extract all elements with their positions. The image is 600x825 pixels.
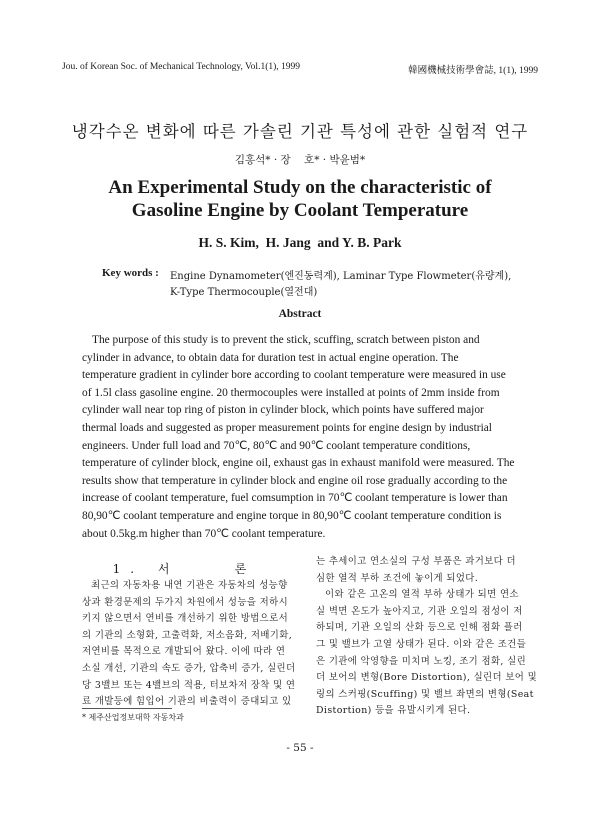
body-line: 그 및 밸브가 고열 상태가 된다. 이와 같은 조건들 bbox=[316, 638, 527, 650]
body-line: 링의 스커핑(Scuffing) 및 밸브 좌면의 변형(Seat bbox=[316, 688, 534, 700]
body-line: 하되며, 기관 오일의 산화 등으로 인해 점화 플러 bbox=[316, 622, 523, 634]
abstract-body bbox=[82, 332, 520, 543]
abstract-line: cylinder wall near top ring of piston in cylinder block, which points have suffered major bbox=[82, 404, 484, 417]
english-authors: H. S. Kim, H. Jang and Y. B. Park bbox=[198, 235, 402, 250]
abstract-line: engineers. Under full load and 70℃, 80℃ and 90℃ coolant temperature conditions, bbox=[82, 439, 471, 452]
abstract-line: increase of coolant temperature, fuel comsumption in 70℃ coolant temperature is lower than bbox=[82, 492, 508, 505]
page-number: - 55 - bbox=[286, 742, 314, 754]
body-line: 는 추세이고 연소실의 구성 부품은 과거보다 더 bbox=[316, 556, 516, 567]
english-title bbox=[0, 176, 600, 222]
body-line: 소실 개선, 기관의 속도 증가, 압축비 증가, 실린더 bbox=[82, 662, 296, 674]
body-line: 료 개발등에 힘입어 기관의 비출력이 증대되고 있 bbox=[82, 696, 292, 708]
keywords-label: Key words : bbox=[102, 267, 159, 279]
affiliation-footnote: * 제주산업정보대학 자동차과 bbox=[82, 713, 184, 722]
body-line: 심한 열적 부하 조건에 놓이게 되었다. bbox=[316, 572, 479, 584]
body-line: 저연비를 목적으로 개발되어 왔다. 이에 따라 연 bbox=[82, 646, 286, 658]
abstract-line: thermal loads and suggested as proper measurement points for engine design by industrial bbox=[82, 421, 492, 434]
body-line: 의 기관의 소형화, 고출력화, 저소음화, 저배기화, bbox=[82, 629, 293, 641]
body-line: 최근의 자동차용 내연 기관은 자동차의 성능향 bbox=[91, 580, 288, 591]
abstract-line: about 0.5kg.m higher than 70℃ coolant temperature. bbox=[82, 527, 326, 540]
korean-title: 냉각수온 변화에 따른 가솔린 기관 특성에 관한 실험적 연구 bbox=[71, 122, 529, 141]
abstract-line: The purpose of this study is to prevent the stick, scuffing, scratch between piston and bbox=[92, 334, 480, 346]
body-line: Distortion) 등을 유발시키게 된다. bbox=[316, 705, 471, 717]
body-line: 실 벽면 온도가 높아지고, 기관 오일의 점성이 저 bbox=[316, 605, 523, 617]
journal-citation-korean: 韓國機械技術學會誌, 1(1), 1999 bbox=[408, 66, 538, 76]
footnote-divider bbox=[82, 708, 172, 709]
abstract-line: temperature gradient in cylinder bore according to coolant temperature were measured in use bbox=[82, 369, 506, 382]
body-column-left bbox=[82, 578, 300, 711]
korean-authors: 김홍석* · 장 호* · 박윤범* bbox=[234, 154, 366, 166]
keywords-line2: K-Type Thermocouple(열전대) bbox=[170, 287, 318, 298]
abstract-line: of 1.5l class gasoline engine. 20 thermocouples were installed at points of 2mm inside from bbox=[82, 386, 500, 399]
body-line: 상과 환경문제의 두가지 차원에서 성능을 저하시 bbox=[82, 596, 289, 608]
english-title-line1: An Experimental Study on the characteristic of bbox=[108, 177, 492, 198]
abstract-heading: Abstract bbox=[278, 308, 322, 320]
abstract-line: cylinder in advance, to obtain data for duration test in actual engine operation. The bbox=[82, 351, 459, 364]
body-line: 키지 않으면서 연비를 개선하기 위한 방법으로서 bbox=[82, 613, 289, 625]
body-line: 당 3밸브 또는 4밸브의 적용, 터보차저 장착 및 연 bbox=[82, 679, 296, 691]
keywords-line1: Engine Dynamometer(엔진동력계), Laminar Type Flowmeter(유량계), bbox=[170, 271, 512, 282]
body-column-right bbox=[316, 554, 538, 720]
journal-citation-english: Jou. of Korean Soc. of Mechanical Technology, Vol.1(1), 1999 bbox=[62, 62, 301, 72]
abstract-line: temperature of cylinder block, engine oil, exhaust gas in exhaust manifold were measured. The bbox=[82, 457, 515, 470]
english-title-line2: Gasoline Engine by Coolant Temperature bbox=[131, 200, 469, 221]
body-line: 이와 같은 고온의 열적 부하 상태가 되면 연소 bbox=[325, 589, 519, 601]
body-line: 은 기관에 악영향을 미치며 노킹, 조기 점화, 실린 bbox=[316, 655, 527, 667]
section-heading-introduction: 1. 서 론 bbox=[112, 562, 257, 576]
body-line: 더 보어의 변형(Bore Distortion), 실린더 보어 및 bbox=[316, 672, 538, 684]
abstract-line: 80,90℃ coolant temperature and engine torque in 80,90℃ coolant temperature condition is bbox=[82, 509, 502, 522]
abstract-line: results show that temperature in cylinder block and engine oil rose gradually according to the bbox=[82, 474, 508, 487]
